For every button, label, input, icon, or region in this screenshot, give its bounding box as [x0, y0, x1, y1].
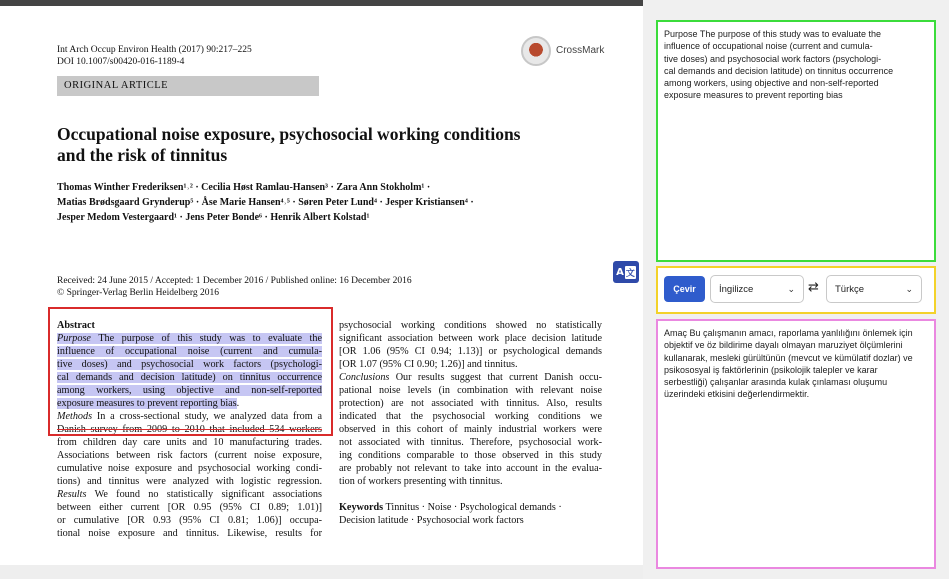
text-line: Associations between risk factors (current noise exposure,: [57, 450, 322, 461]
selected-text-line[interactable]: tive doses) and psychosocial work factors (psychologi-: [57, 359, 322, 370]
authors-line: Matias Brødsgaard Grynderup⁵ · Åse Marie Hansen⁴˒⁵ · Søren Peter Lund⁴ · Jesper Kristiansen⁴ ·: [57, 197, 474, 208]
viewer-bottom-edge: [0, 565, 643, 579]
doi-line: DOI 10.1007/s00420-016-1189-4: [57, 57, 185, 67]
selected-text-line[interactable]: cal demands and decision latitude) on tinnitus occurrence: [57, 372, 322, 383]
text-line: [OR 1.06 (95% CI 0.94; 1.13)] or psychological demands: [339, 346, 602, 357]
chevron-down-icon: ⌄: [905, 283, 913, 294]
selected-text-line[interactable]: exposure measures to prevent reporting bias.: [57, 398, 240, 409]
text-line: tional noise exposure and tinnitus. Likewise, results for: [57, 528, 322, 539]
text-line: Danish survey from 2009 to 2010 that included 534 workers: [57, 424, 322, 435]
article-title-line: Occupational noise exposure, psychosocial working conditions: [57, 124, 521, 144]
text-line: [OR 1.07 (95% CI 0.90; 1.26)] and tinnitus.: [339, 359, 518, 370]
text-line: Decision latitude · Psychosocial work factors: [339, 515, 524, 526]
methods-label: Methods: [57, 411, 93, 422]
selected-text-line[interactable]: among workers, using objective and non-self-reported: [57, 385, 322, 396]
text-line: indicated that the psychosocial working conditions we: [339, 411, 602, 422]
source-text-area[interactable]: [656, 20, 936, 262]
authors-line: Jesper Medom Vestergaard¹ · Jens Peter Bonde⁶ · Henrik Albert Kolstad¹: [57, 212, 370, 223]
text-line: tion of workers presenting with tinnitus.: [339, 476, 503, 487]
text-line: between either current [OR 0.95 (95% CI 0.89; 1.01)]: [57, 502, 322, 513]
swap-languages-icon[interactable]: ⇄: [808, 280, 819, 295]
article-title-line: and the risk of tinnitus: [57, 145, 228, 165]
text-line: are probably not relevant to take into account in the evalua-: [339, 463, 602, 474]
source-language-value: İngilizce: [719, 283, 754, 295]
crossmark-icon[interactable]: [521, 36, 551, 66]
crossmark-label[interactable]: CrossMark: [556, 45, 605, 56]
text-line: observed in this cohort of mainly industrial workers were: [339, 424, 602, 435]
authors-line: Thomas Winther Frederiksen¹˒² · Cecilia Høst Ramlau-Hansen³ · Zara Ann Stokholm¹ ·: [57, 182, 431, 193]
text-line: pational noise levels (in combination with relevant noise: [339, 385, 602, 396]
purpose-text: The purpose of this study was to evaluate the: [98, 333, 322, 344]
text-line: significant association between work place decision latitude: [339, 333, 602, 344]
abstract-heading: Abstract: [57, 320, 95, 331]
text-line: protection) are not associated with tinnitus. Also, results: [339, 398, 602, 409]
purpose-label: Purpose: [57, 333, 91, 344]
journal-line: Int Arch Occup Environ Health (2017) 90:217–225: [57, 45, 252, 55]
selected-text-line[interactable]: influence of occupational noise (current and cumula-: [57, 346, 322, 357]
text-line: Results We found no statistically significant associations: [57, 489, 322, 500]
text-line: Methods In a cross-sectional study, we analyzed data from a: [57, 411, 322, 422]
text-line: not associated with tinnitus. Therefore, psychosocial work-: [339, 437, 602, 448]
translated-text[interactable]: Amaç Bu çalışmanın amacı, raporlama yanlılığını önlemek için objektif ve öz bildirime dayalı olmayan maruziyet ölçümlerini kullanarak, mesleki gürültünün (mevcut ve kümülatif dozlar) ve psikososyal iş faktörlerinin (psikolojik talepler ve karar serbestliği) çalışanlar arasında kulak çınlaması oluşumu üzerindeki etkisini değerlendirmektir.: [664, 328, 913, 400]
text-line: tions) and tinnitus were analyzed with logistic regression.: [57, 476, 322, 487]
translated-text-area[interactable]: [656, 319, 936, 569]
chevron-down-icon: ⌄: [787, 283, 795, 294]
selection-highlight-box: [48, 307, 333, 436]
received-line: Received: 24 June 2015 / Accepted: 1 December 2016 / Published online: 16 December 2016: [57, 276, 412, 286]
text-line: from children day care units and 10 manufacturing trades.: [57, 437, 322, 448]
source-text[interactable]: Purpose The purpose of this study was to evaluate the influence of occupational noise (current and cumula- tive doses) and psychosocial work factors (psychologi- cal demands and decision latitude) on tinnitus occurrence among workers, using objective and non-self-reported exposure measures to prevent reporting bias: [664, 29, 894, 101]
translate-fab-glyph: 文: [625, 266, 636, 279]
abstract-right-column: [339, 319, 602, 527]
translation-controls: [656, 266, 936, 314]
results-label: Results: [57, 489, 87, 500]
spacer: [339, 488, 602, 501]
keywords-label: Keywords: [339, 502, 384, 513]
text-line: or cumulative [OR 0.93 (95% CI 0.81; 1.06)] occupa-: [57, 515, 322, 526]
text-line: psychosocial working conditions showed no statistically: [339, 320, 602, 331]
article-type-label: ORIGINAL ARTICLE: [64, 80, 169, 91]
text-line: Keywords Tinnitus · Noise · Psychological demands ·: [339, 502, 562, 513]
translate-button[interactable]: Çevir: [664, 276, 705, 302]
viewer-top-edge: [0, 0, 643, 6]
target-language-select[interactable]: [826, 275, 922, 303]
translate-fab-icon[interactable]: [613, 261, 639, 283]
copyright-line: © Springer-Verlag Berlin Heidelberg 2016: [57, 288, 219, 298]
text-line: Conclusions Our results suggest that current Danish occu-: [339, 372, 602, 383]
text-line: ing conditions comparable to those observed in this study: [339, 450, 602, 461]
target-language-value: Türkçe: [835, 283, 865, 295]
source-language-select[interactable]: [710, 275, 804, 303]
conclusions-label: Conclusions: [339, 372, 390, 383]
translate-fab-letter: A: [616, 266, 624, 278]
text-line: cumulative noise exposure and psychosocial working condi-: [57, 463, 322, 474]
